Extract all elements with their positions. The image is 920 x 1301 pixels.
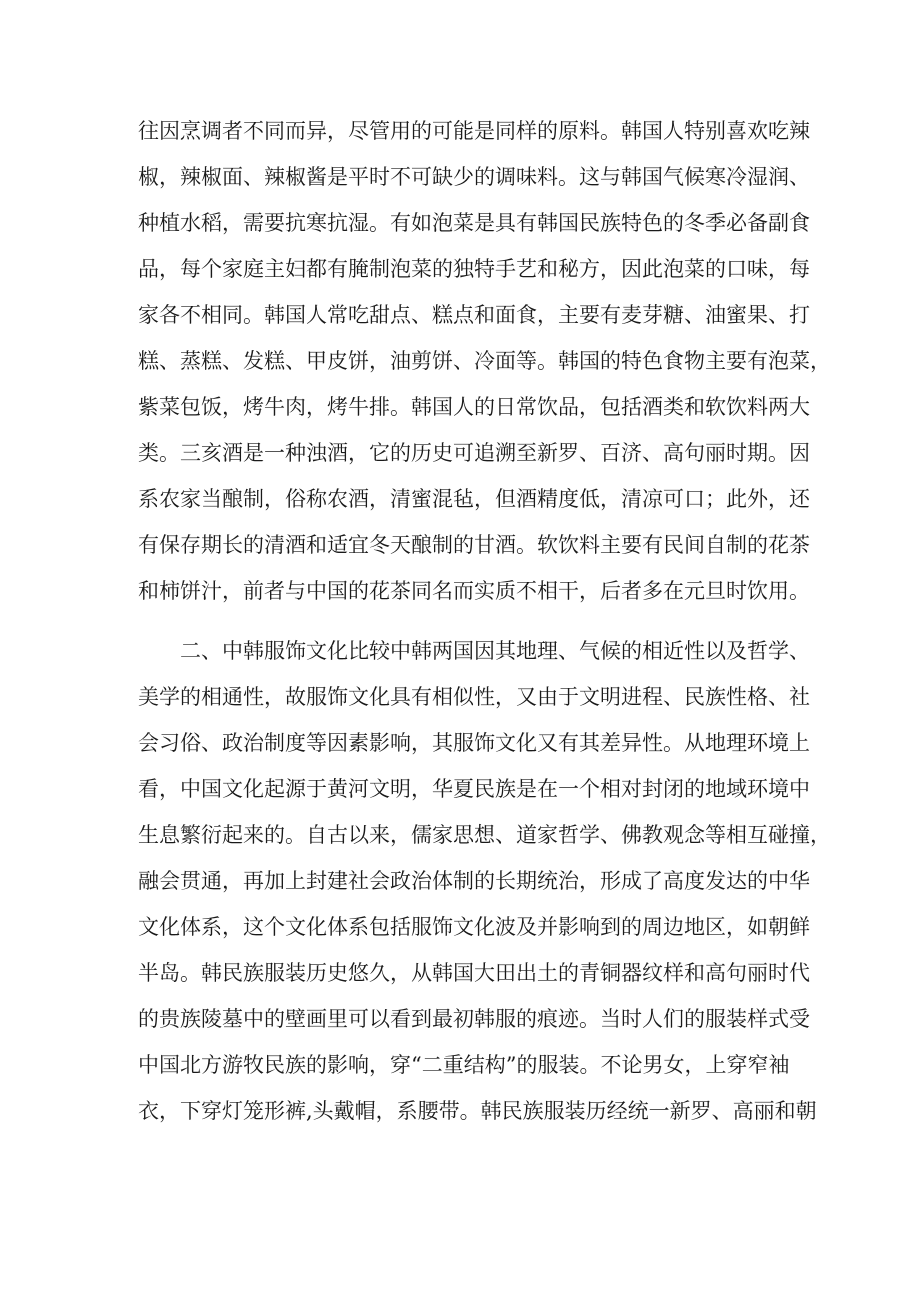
text-line: 会习俗、政治制度等因素影响，其服饰文化又有其差异性。从地理环境上 — [138, 731, 810, 755]
paragraph-clothing-culture — [138, 628, 831, 1134]
text-line: 往因烹调者不同而异，尽管用的可能是同样的原料。韩国人特别喜欢吃辣 — [138, 119, 810, 143]
text-line: 看，中国文化起源于黄河文明，华夏民族是在一个相对封闭的地域环境中 — [138, 777, 810, 801]
text-line: 的贵族陵墓中的壁画里可以看到最初韩服的痕迹。当时人们的服装样式受 — [138, 1007, 810, 1031]
text-line: 品，每个家庭主妇都有腌制泡菜的独特手艺和秘方，因此泡菜的口味，每 — [138, 257, 810, 281]
text-line: 有保存期长的清酒和适宜冬天酿制的甘酒。软饮料主要有民间自制的花茶 — [138, 533, 810, 557]
text-line: 系农家当酿制，俗称农酒，清蜜混毡，但酒精度低，清凉可口；此外，还 — [138, 487, 810, 511]
text-line: 中国北方游牧民族的影响，穿“二重结构”的服装。不论男女，上穿窄袖 — [138, 1053, 790, 1077]
text-line: 文化体系，这个文化体系包括服饰文化波及并影响到的周边地区，如朝鲜 — [138, 915, 810, 939]
text-line: 半岛。韩民族服装历史悠久，从韩国大田出土的青铜器纹样和高句丽时代 — [138, 961, 810, 985]
text-line: 糕、蒸糕、发糕、甲皮饼，油剪饼、冷面等。韩国的特色食物主要有泡菜， — [138, 349, 831, 373]
text-line: 紫菜包饭，烤牛肉，烤牛排。韩国人的日常饮品，包括酒类和软饮料两大 — [138, 395, 810, 419]
text-line: 衣，下穿灯笼形裤,头戴帽，系腰带。韩民族服装历经统一新罗、高丽和朝 — [138, 1099, 817, 1123]
body-text — [138, 108, 831, 1134]
text-line: 种植水稻，需要抗寒抗湿。有如泡菜是具有韩国民族特色的冬季必备副食 — [138, 211, 810, 235]
text-line: 美学的相通性，故服饰文化具有相似性，又由于文明进程、民族性格、社 — [138, 685, 810, 709]
text-line: 二、中韩服饰文化比较中韩两国因其地理、气候的相近性以及哲学、 — [138, 639, 810, 663]
paragraph-spacer — [138, 614, 788, 628]
paragraph-food-culture — [138, 108, 831, 614]
text-line: 类。三亥酒是一种浊酒，它的历史可追溯至新罗、百济、高句丽时期。因 — [138, 441, 810, 465]
text-line: 椒，辣椒面、辣椒酱是平时不可缺少的调味料。这与韩国气候寒冷湿润、 — [138, 165, 810, 189]
text-line: 生息繁衍起来的。自古以来，儒家思想、道家哲学、佛教观念等相互碰撞， — [138, 823, 831, 847]
text-line: 和柿饼汁，前者与中国的花茶同名而实质不相干，后者多在元旦时饮用。 — [138, 579, 810, 603]
text-line: 融会贯通，再加上封建社会政治体制的长期统治，形成了高度发达的中华 — [138, 869, 810, 893]
text-line: 家各不相同。韩国人常吃甜点、糕点和面食，主要有麦芽糖、油蜜果、打 — [138, 303, 810, 327]
